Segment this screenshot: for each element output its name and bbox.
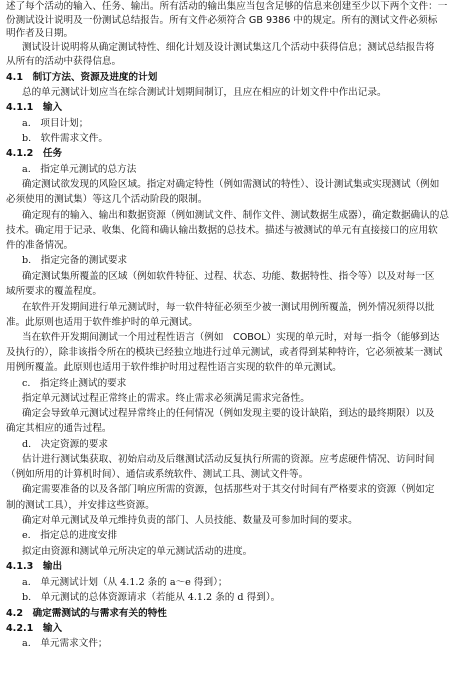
paragraph-line: 指定单元测试过程正常终止的需求。终止需求必须满足需求完备性。	[22, 393, 310, 404]
paragraph-line: 确定测试集所覆盖的区域（例如软件特征、过程、状态、功能、数据特性、指令等）以及对每一区	[22, 271, 435, 282]
paragraph-line: 在软件开发期间进行单元测试时，每一软件特征必须至少被一测试用例所覆盖，例外情况须得以批	[22, 302, 435, 313]
section-heading: 4.2.1 输入	[6, 623, 63, 634]
paragraph-line: 当在软件开发期间测试一个用过程性语言（例如 COBOL）实现的单元时，对每一指令（能够到达	[22, 332, 440, 343]
paragraph-line: 确定会导致单元测试过程异常终止的任何情况（例如发现主要的设计缺陷，到达的最终期限）以及	[22, 408, 435, 419]
paragraph-line: 用例所覆盖。此原则也适用于软件维护时用过程性语言实现的软件的单元测试。	[6, 362, 342, 373]
paragraph-line: 制的测试工具），并安排这些资源。	[6, 500, 155, 511]
paragraph-line: 总的单元测试计划应当在综合测试计划期间制订，且应在相应的计划文件中作出记录。	[22, 87, 387, 98]
list-item: b. 软件需求文件。	[22, 133, 108, 144]
list-item: b. 指定完备的测试要求	[22, 255, 128, 266]
paragraph-line: 确定对单元测试及单元维持负责的部门、人员技能、数量及可参加时间的要求。	[22, 515, 358, 526]
paragraph-line: 及执行的），除非该指令所在的模块已经独立地进行过单元测试，或者得到某种特许，它必须被某一测试	[6, 347, 443, 358]
section-heading: 4.1.2 任务	[6, 148, 63, 159]
paragraph-line: 份测试设计说明及一份测试总结报告。所有文件必须符合 GB 9386 中的规定。所有的测试文件必须标	[6, 15, 438, 26]
paragraph-line: 件的准备情况。	[6, 240, 74, 251]
paragraph-line: 确定需要准备的以及各部门响应所需的资源，包括那些对于其交付时间有严格要求的资源（例如定	[22, 484, 435, 495]
paragraph-line: 测试设计说明将从确定测试特性、细化计划及设计测试集这几个活动中获得信息；测试总结报告将	[22, 42, 435, 53]
paragraph-line: 准。此原则也适用于软件维护时的单元测试。	[6, 317, 198, 328]
list-item: a. 单元需求文件；	[22, 638, 108, 649]
section-heading: 4.1.1 输入	[6, 102, 63, 113]
paragraph-line: 确定测试欲发现的风险区域。指定对确定特性（例如需测试的特性）、设计测试集或实现测试（例如	[22, 179, 440, 190]
paragraph-line: 确定现有的输入、输出和数据资源（例如测试文件、制作文件、测试数据生成器），确定数据确认的总	[22, 210, 449, 221]
section-heading: 4.1.3 输出	[6, 561, 63, 572]
list-item: a. 指定单元测试的总方法	[22, 164, 137, 175]
paragraph-line: 述了每个活动的输入、任务、输出。所有活动的输出集应当包含足够的信息来创建至少以下两个文件：一	[6, 1, 448, 12]
paragraph-line: 从所有的活动中获得信息。	[6, 56, 122, 67]
list-item: a. 项目计划；	[22, 118, 89, 129]
paragraph-line: 技术。确定用于记录、收集、化简和确认输出数据的总技术。描述与被测试的单元有直接接口的应用软	[6, 225, 438, 236]
paragraph-line: 估计进行测试集获取、初始启动及后继测试活动反复执行所需的资源。应考虑硬件情况、访问时间	[22, 454, 435, 465]
paragraph-line: 明作者及日期。	[6, 28, 74, 39]
paragraph-line: 拟定由资源和测试单元所决定的单元测试活动的进度。	[22, 546, 253, 557]
paragraph-line: 确定其相应的通告过程。	[6, 423, 112, 434]
paragraph-line: 必须使用的测试集）等这几个活动阶段的限制。	[6, 194, 208, 205]
list-item: a. 单元测试计划（从 4.1.2 条的 a～e 得到）；	[22, 577, 228, 588]
list-item: e. 指定总的进度安排	[22, 530, 118, 541]
list-item: d. 决定资源的要求	[22, 439, 108, 450]
list-item: b. 单元测试的总体资源请求（若能从 4.1.2 条的 d 得到）。	[22, 592, 281, 603]
list-item: c. 指定终止测试的要求	[22, 378, 127, 389]
section-heading: 4.1 制订方法、资源及进度的计划	[6, 72, 158, 83]
paragraph-line: （例如所用的计算机时间）、通信或系统软件、测试工具、测试文件等。	[6, 469, 309, 480]
section-heading: 4.2 确定需测试的与需求有关的特性	[6, 608, 167, 619]
paragraph-line: 域所要求的覆盖程度。	[6, 286, 102, 297]
